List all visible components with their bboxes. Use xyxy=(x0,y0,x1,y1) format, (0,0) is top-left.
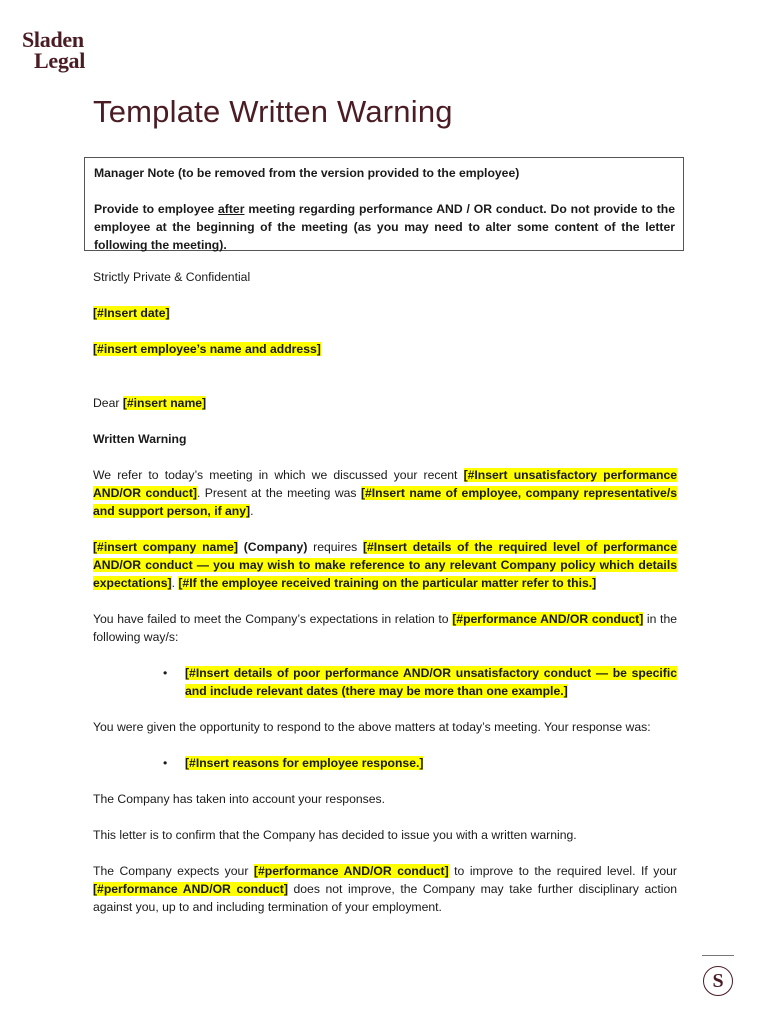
salutation xyxy=(93,394,677,412)
paragraph-expectations xyxy=(93,862,677,916)
seal-letter: S xyxy=(712,969,724,992)
placeholder: [#If the employee received training on the particular matter refer to this.] xyxy=(178,576,597,590)
paragraph-response: You were given the opportunity to respond to the above matters at today’s meeting. Your response was: xyxy=(93,720,651,734)
list-item xyxy=(93,664,677,700)
bullet-icon: • xyxy=(163,756,168,770)
list-item xyxy=(93,754,677,772)
placeholder: [#Insert details of poor performance AND/OR unsatisfactory conduct — be specific and include relevant dates (there may be more than one example.] xyxy=(185,666,677,698)
placeholder: [#Insert name of employee, company representative/s and support person, if any] xyxy=(93,486,677,518)
footer-divider xyxy=(702,955,734,956)
placeholder: [#performance AND/OR conduct] xyxy=(452,612,644,626)
instruction-text: meeting regarding performance AND / OR conduct. Do not provide to the employee at the beginning of the meeting (as you may need to alter some content of the letter following the meeting). xyxy=(94,202,675,252)
placeholder: [#performance AND/OR conduct] xyxy=(253,864,449,878)
letter-body xyxy=(93,268,677,916)
date-line xyxy=(93,304,677,322)
footer-seal xyxy=(702,955,734,996)
employee-placeholder: [#insert employee’s name and address] xyxy=(93,342,321,356)
instruction-underlined: after xyxy=(218,202,245,216)
salutation-text: Dear xyxy=(93,396,123,410)
text: We refer to today’s meeting in which we discussed your recent xyxy=(93,468,464,482)
text: . Present at the meeting was xyxy=(196,486,361,500)
paragraph-meeting xyxy=(93,466,677,520)
subject-line xyxy=(93,430,677,448)
instruction-text: Provide to employee xyxy=(94,202,219,216)
salutation-name-placeholder: [#insert name] xyxy=(122,396,207,410)
placeholder: [#insert company name] xyxy=(93,540,238,554)
text: to improve to the required level. If your xyxy=(448,864,677,878)
text: does not improve, the Company may take further disciplinary action against you, up to and including termination of your employment. xyxy=(93,882,678,914)
paragraph-confirm: This letter is to confirm that the Company has decided to issue you with a written warning. xyxy=(93,828,577,842)
document-title: Template Written Warning xyxy=(93,94,453,129)
paragraph-requirements xyxy=(93,538,677,592)
text: in the following way/s: xyxy=(93,612,678,644)
placeholder: [#Insert details of the required level of performance AND/OR conduct — you may wish to make reference to any relevant Company policy which details expectations] xyxy=(93,540,677,590)
paragraph-failure xyxy=(93,610,677,646)
company-term: (Company) xyxy=(237,540,308,554)
date-placeholder: [#Insert date] xyxy=(93,306,170,320)
placeholder: [#Insert reasons for employee response.] xyxy=(185,756,424,770)
failure-details-list xyxy=(93,664,677,700)
brand-logo-line1: Sladen xyxy=(22,27,84,52)
placeholder: [#performance AND/OR conduct] xyxy=(93,882,288,896)
text: . xyxy=(250,504,254,518)
employee-address-line xyxy=(93,340,677,358)
text: . xyxy=(171,576,179,590)
placeholder: [#Insert unsatisfactory performance AND/OR conduct] xyxy=(93,468,677,500)
brand-logo xyxy=(22,27,86,73)
brand-seal-icon xyxy=(703,966,733,996)
subject-text: Written Warning xyxy=(93,432,187,446)
paragraph-considered: The Company has taken into account your responses. xyxy=(93,792,385,806)
brand-logo-line2: Legal xyxy=(34,47,86,73)
text: requires xyxy=(307,540,363,554)
response-list xyxy=(93,754,677,772)
manager-note-box xyxy=(84,157,684,251)
bullet-icon: • xyxy=(163,666,168,680)
manager-note-instruction xyxy=(94,200,675,254)
confidential-line: Strictly Private & Confidential xyxy=(93,270,251,284)
text: The Company expects your xyxy=(93,864,254,878)
text: You have failed to meet the Company’s expectations in relation to xyxy=(93,612,453,626)
manager-note-heading: Manager Note (to be removed from the version provided to the employee) xyxy=(94,166,520,180)
